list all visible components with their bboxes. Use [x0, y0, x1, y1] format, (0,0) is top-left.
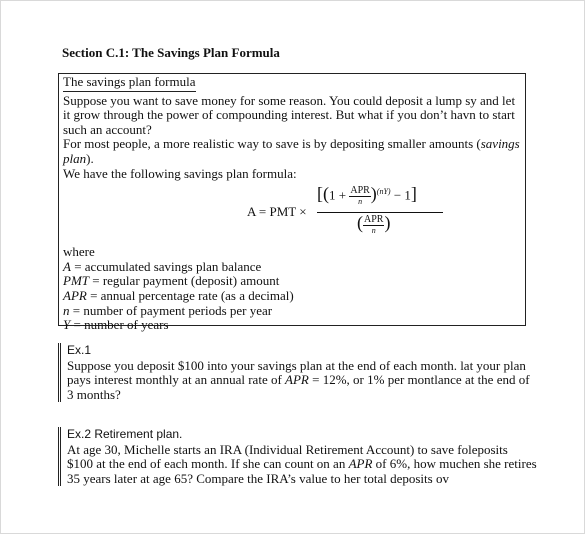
- formula-den-n: n: [371, 226, 376, 236]
- definition-a: A = accumulated savings plan balance: [63, 258, 262, 274]
- formula-fraction: [317, 185, 443, 241]
- formula-n: n: [358, 197, 363, 206]
- formula-fraction-bar: [317, 212, 443, 213]
- realistic-italic: savings plan: [63, 136, 520, 166]
- example-1: [58, 343, 537, 402]
- formula-lhs: A = PMT ×: [247, 204, 307, 220]
- formula-exponent: (nY): [376, 187, 391, 197]
- definition-y: Y = number of years: [63, 317, 169, 333]
- formula-apr: APR: [350, 185, 370, 196]
- formula-den-apr: APR: [364, 214, 384, 226]
- formula-intro: We have the following savings plan formula:: [63, 165, 297, 181]
- formula-one-plus: 1 +: [329, 187, 347, 203]
- definition-pmt: PMT = regular payment (deposit) amount: [63, 273, 280, 289]
- example-2: [58, 427, 537, 486]
- definition-n: n = number of payment periods per year: [63, 302, 273, 318]
- section-title: Section C.1: The Savings Plan Formula: [62, 45, 280, 60]
- savings-plan-formula: [63, 183, 521, 245]
- box-title: The savings plan formula: [63, 75, 196, 92]
- realistic-suffix: ).: [86, 150, 94, 166]
- definition-apr: APR = annual percentage rate (as a decimal): [63, 287, 294, 303]
- example-2-text: At age 30, Michelle starts an IRA (Individual Retirement Account) to save foleposits $100 at the end of each month. If she can count on an APR of 6%, how muchen she retires 35 years later at age 65? Compare the IRA’s value to her total deposits ov: [67, 441, 537, 486]
- intro-paragraph: Suppose you want to save money for some reason. You could deposit a lump sy and let it grow through the power of compounding interest. But what if you don’t havn to start such an account?: [63, 92, 516, 137]
- formula-numerator: [(1 + $\frac{\text{APR}}{n}$ )$^{(nY)}$ − 1]: [317, 183, 417, 206]
- realistic-paragraph: [63, 137, 521, 166]
- example-1-text: Suppose you deposit $100 into your savings plan at the end of each month. lat your plan pays interest monthly at an annual rate of APR = 12%, or 1% per montlance at the end of 3 months?: [67, 357, 530, 402]
- formula-box: [58, 73, 526, 333]
- example-2-heading: Ex.2 Retirement plan.: [67, 427, 183, 441]
- realistic-prefix: For most people, a more realistic way to save is by depositing smaller amounts (: [63, 136, 481, 152]
- formula-minus-one: − 1: [393, 187, 411, 203]
- example-1-heading: Ex.1: [67, 343, 92, 357]
- formula-denominator: ( $\frac{\text{APR}}{n}$ ): [357, 212, 391, 236]
- formula-apr-over-n: [349, 186, 370, 207]
- where-label: where: [63, 244, 95, 260]
